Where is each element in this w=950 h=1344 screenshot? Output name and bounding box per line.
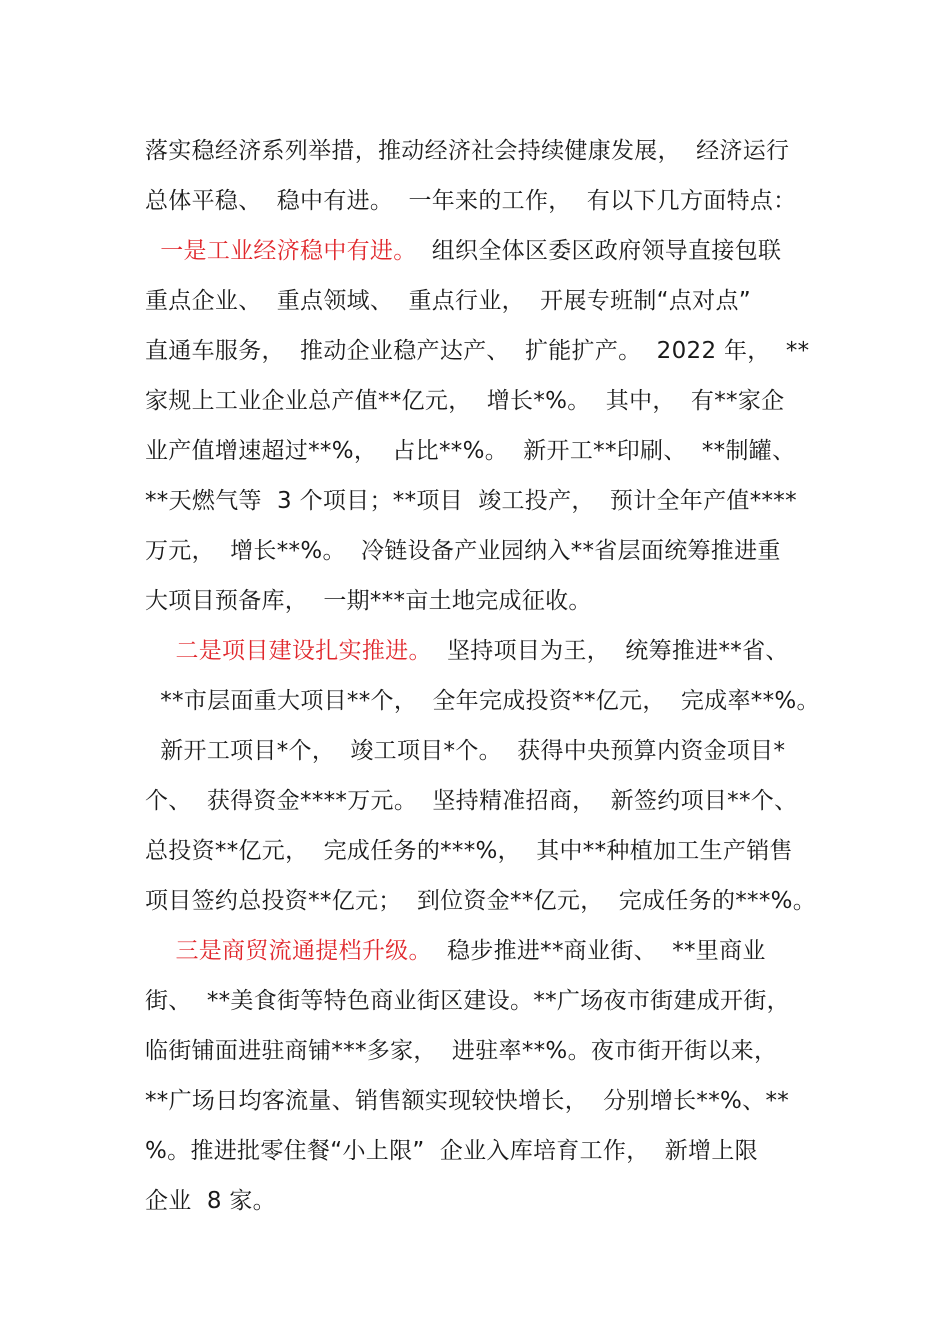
paragraph-line: 临街铺面进驻商铺***多家， 进驻率**%。夜市街开街以来， (145, 1038, 778, 1064)
paragraph-line: 三是商贸流通提档升级。 稳步推进**商业街、 **里商业 (145, 938, 766, 964)
paragraph-line: 重点企业、 重点领域、 重点行业， 开展专班制“点对点” (145, 288, 751, 314)
paragraph-line: 总投资**亿元， 完成任务的***%， 其中**种植加工生产销售 (145, 838, 793, 864)
section-heading: 二是项目建设扎实推进。 (145, 638, 432, 664)
paragraph-line: **市层面重大项目**个， 全年完成投资**亿元， 完成率**%。 (145, 688, 820, 714)
paragraph-line: 街、 **美食街等特色商业街区建设。**广场夜市街建成开街， (145, 988, 790, 1014)
paragraph-line: 万元， 增长**%。 冷链设备产业园纳入**省层面统筹推进重 (145, 538, 781, 564)
paragraph-line: 大项目预备库， 一期***亩土地完成征收。 (145, 588, 592, 614)
paragraph-line: 企业 8 家。 (145, 1188, 276, 1214)
paragraph-line: 一是工业经济稳中有进。 组织全体区委区政府领导直接包联 (145, 238, 782, 264)
paragraph-line: 业产值增速超过**%， 占比**%。 新开工**印刷、 **制罐、 (145, 438, 796, 464)
paragraph-line: **天燃气等 3 个项目；**项目 竣工投产， 预计全年产值**** (145, 488, 797, 514)
paragraph-line: **广场日均客流量、销售额实现较快增长， 分别增长**%、** (145, 1088, 790, 1114)
paragraph-line: 二是项目建设扎实推进。 坚持项目为王， 统筹推进**省、 (145, 638, 789, 664)
paragraph-line: 落实稳经济系列举措，推动经济社会持续健康发展， 经济运行 (145, 138, 790, 164)
paragraph-line: 新开工项目*个， 竣工项目*个。 获得中央预算内资金项目* (145, 738, 786, 764)
paragraph-line: %。推进批零住餐“小上限” 企业入库培育工作， 新增上限 (145, 1138, 758, 1164)
paragraph-line: 项目签约总投资**亿元； 到位资金**亿元， 完成任务的***%。 (145, 888, 817, 914)
paragraph-line: 总体平稳、 稳中有进。 一年来的工作， 有以下几方面特点： (145, 188, 797, 214)
paragraph-line: 直通车服务， 推动企业稳产达产、 扩能扩产。 2022 年， ** (145, 338, 810, 364)
paragraph-line: 家规上工业企业总产值**亿元， 增长*%。 其中， 有**家企 (145, 388, 785, 414)
paragraph-line: 个、 获得资金****万元。 坚持精准招商， 新签约项目**个、 (145, 788, 798, 814)
section-heading: 一是工业经济稳中有进。 (145, 238, 417, 264)
section-heading: 三是商贸流通提档升级。 (145, 938, 432, 964)
